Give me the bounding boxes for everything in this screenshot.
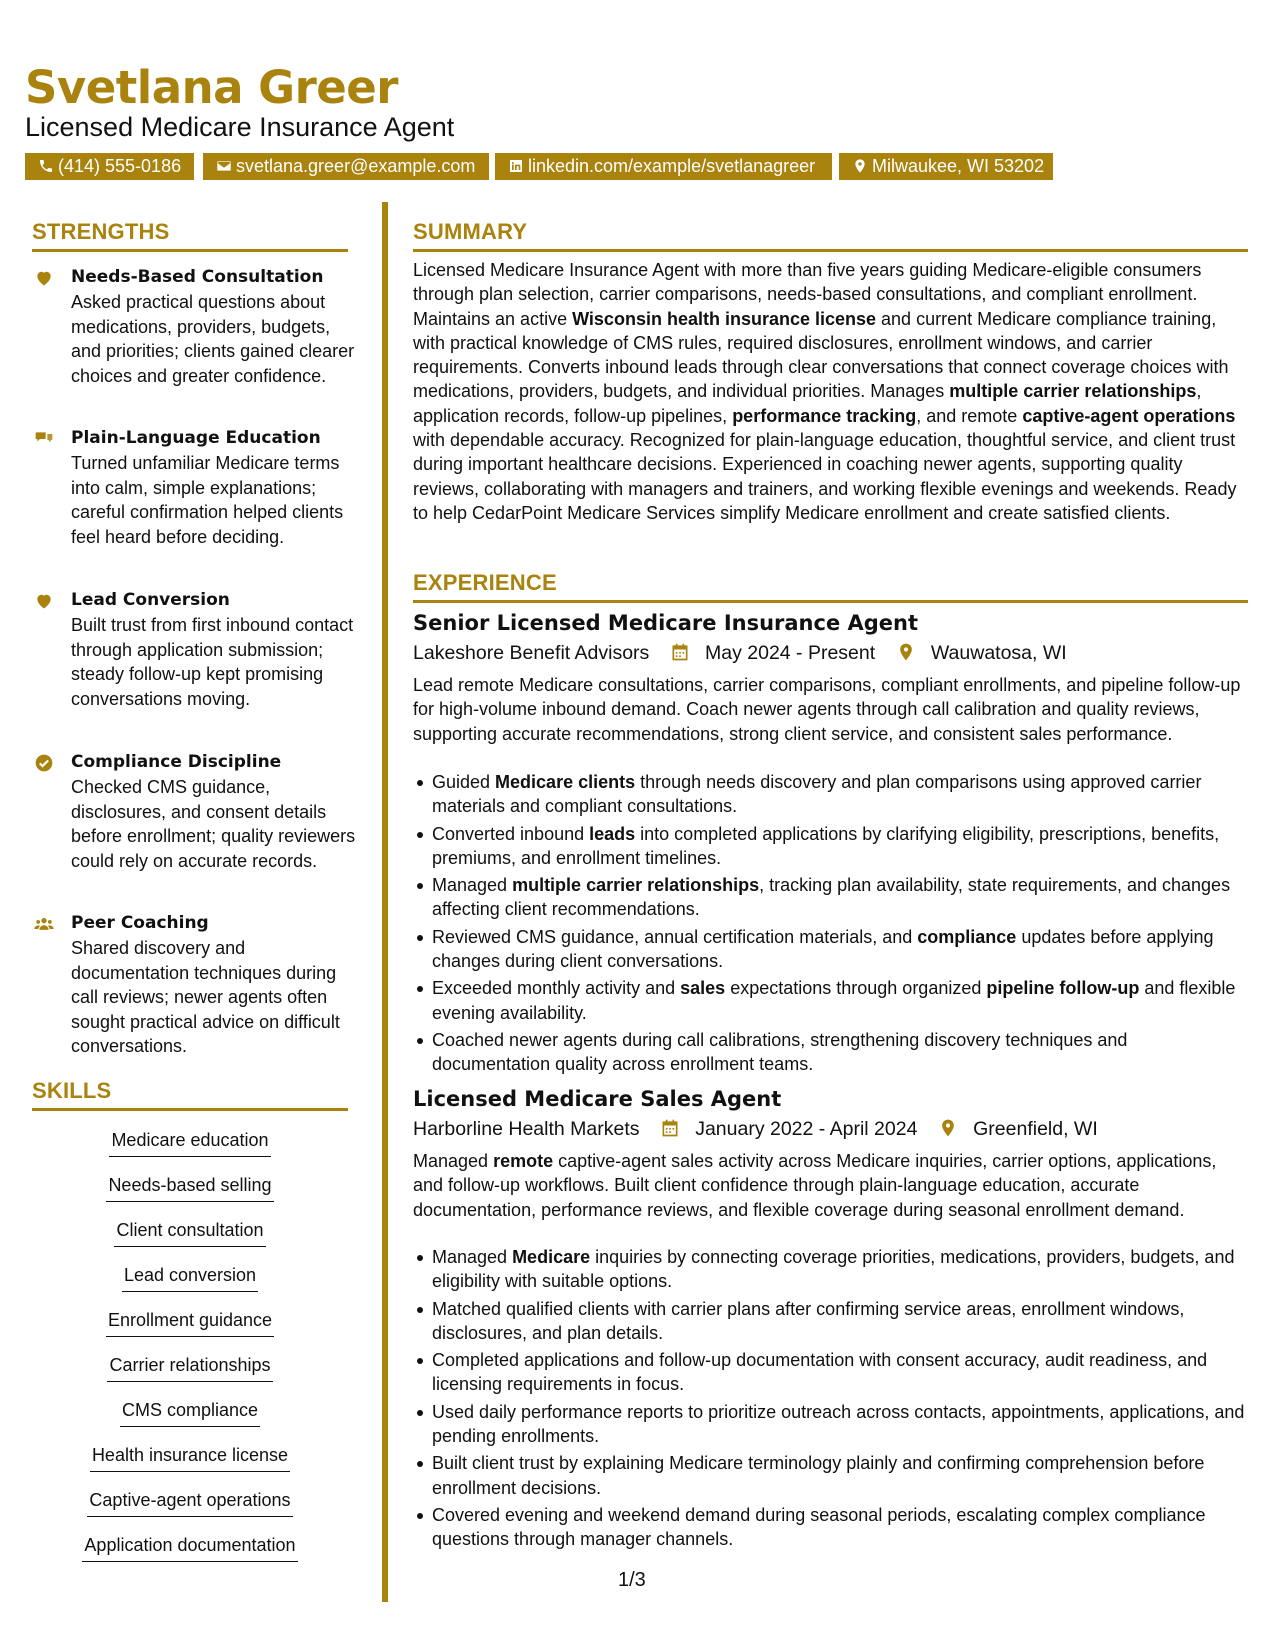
experience-rule [413,600,1248,603]
strength-desc: Built trust from first inbound contact through application submission; steady follow-up kept promising conversations moving. [71,615,354,709]
contact-linkedin-text: linkedin.com/example/svetlanagreer [528,156,816,176]
job-location: Wauwatosa, WI [930,642,1067,664]
skill-item: CMS compliance [32,1398,348,1428]
map-pin-icon [938,1118,958,1138]
skill-item: Client consultation [32,1218,348,1248]
skill-item: Medicare education [32,1128,348,1158]
job-title: Senior Licensed Medicare Insurance Agent [413,611,919,635]
job-bullets [413,770,1248,1080]
contact-linkedin[interactable] [495,153,832,180]
strength-desc: Shared discovery and documentation techniques during call reviews; newer agents often sought practical advice on difficult conversations. [71,938,340,1056]
linkedin-icon [508,158,524,174]
heart-icon [34,591,54,611]
candidate-name: Svetlana Greer [25,61,398,114]
strength-title: Plain-Language Education [71,428,321,448]
job-meta [413,1116,1098,1142]
bullet-item: Converted inbound leads into completed applications by clarifying eligibility, prescriptions, benefits, premiums, and enrollment timelines. [413,822,1248,871]
summary-heading: SUMMARY [413,219,528,244]
contact-phone[interactable] [25,153,194,180]
strength-desc: Turned unfamiliar Medicare terms into calm, simple explanations; careful confirmation helped clients feel heard before deciding. [71,453,344,547]
column-divider [382,202,388,1602]
calendar-icon [660,1118,680,1138]
skill-item: Application documentation [32,1533,348,1563]
map-pin-icon [896,642,916,662]
users-icon [34,914,54,934]
job-description: Managed remote captive-agent sales activity across Medicare inquiries, carrier options, applications, and follow-up workflows. Built client confidence through plain-language education, accurate documentation, performance reviews, and flexible coverage during seasonal enrollment demand. [413,1151,1217,1220]
page-number: 1/3 [618,1569,646,1591]
bullet-item: Exceeded monthly activity and sales expectations through organized pipeline follow-up and flexible evening availability. [413,976,1248,1025]
job-dates: January 2022 - April 2024 [695,1118,918,1140]
strength-desc: Asked practical questions about medications, providers, budgets, and priorities; clients gained clearer choices and greater confidence. [71,292,355,386]
strength-title: Peer Coaching [71,913,209,933]
contact-email[interactable] [203,153,489,180]
phone-icon [38,158,54,174]
skill-item: Carrier relationships [32,1353,348,1383]
job-company: Lakeshore Benefit Advisors [413,642,650,664]
strength-desc: Checked CMS guidance, disclosures, and consent details before enrollment; quality reviewers could rely on accurate records. [71,777,356,871]
bullet-item: Managed multiple carrier relationships, tracking plan availability, state requirements, and changes affecting client recommendations. [413,873,1248,922]
contact-location-text: Milwaukee, WI 53202 [872,156,1045,176]
comments-icon [34,429,54,449]
bullet-item: Covered evening and weekend demand during seasonal periods, escalating complex compliance questions through manager channels. [413,1503,1248,1552]
skill-item: Needs-based selling [32,1173,348,1203]
strength-title: Compliance Discipline [71,752,282,772]
contact-location[interactable] [839,153,1053,180]
check-circle-icon [34,753,54,773]
bullet-item: Guided Medicare clients through needs discovery and plan comparisons using approved carrier materials and compliant consultations. [413,770,1248,819]
job-description: Lead remote Medicare consultations, carrier comparisons, compliant enrollments, and pipeline follow-up for high-volume inbound demand. Coach newer agents through call calibration and quality reviews, supporting accurate recommendations, strong client service, and consistent sales performance. [413,675,1241,744]
candidate-headline: Licensed Medicare Insurance Agent [25,112,455,142]
summary-rule [413,249,1248,252]
job-title: Licensed Medicare Sales Agent [413,1087,782,1111]
job-bullets [413,1245,1248,1555]
contact-phone-text: (414) 555-0186 [58,156,182,176]
skill-item: Health insurance license [32,1443,348,1473]
experience-heading: EXPERIENCE [413,570,557,595]
contact-email-text: svetlana.greer@example.com [236,156,476,176]
skills-heading: SKILLS [32,1078,112,1103]
skill-item: Captive-agent operations [32,1488,348,1518]
bullet-item: Completed applications and follow-up documentation with consent accuracy, audit readiness, and licensing requirements in focus. [413,1348,1248,1397]
bullet-item: Built client trust by explaining Medicare terminology plainly and confirming comprehension before enrollment decisions. [413,1451,1248,1500]
calendar-icon [670,642,690,662]
heart-icon [34,268,54,288]
job-location: Greenfield, WI [973,1118,1098,1140]
skill-item: Enrollment guidance [32,1308,348,1338]
strengths-heading: STRENGTHS [32,219,170,244]
job-meta [413,640,1067,666]
strengths-rule [32,249,348,252]
bullet-item: Used daily performance reports to prioritize outreach across contacts, appointments, applications, and pending enrollments. [413,1400,1248,1449]
bullet-item: Matched qualified clients with carrier plans after confirming service areas, enrollment windows, disclosures, and plan details. [413,1297,1248,1346]
summary-text: Licensed Medicare Insurance Agent with more than five years guiding Medicare-eligible consumers through plan selection, carrier comparisons, needs-based consultations, and compliant enrollment. Maintains an active Wisconsin health insurance license and current Medicare compliance training, with practical knowledge of CMS rules, required disclosures, enrollment windows, and carrier requirements. Converts inbound leads through clear conversations that connect coverage choices with medications, providers, budgets, and individual priorities. Manages multiple carrier relationships, application records, follow-up pipelines, performance tracking, and remote captive-agent operations with dependable accuracy. Recognized for plain-language education, thoughtful service, and client trust during important healthcare decisions. Experienced in coaching newer agents, supporting quality reviews, collaborating with managers and trainers, and working flexible evenings and weekends. Ready to help CedarPoint Medicare Services simplify Medicare enrollment and create satisfied clients. [413,260,1237,523]
job-company: Harborline Health Markets [413,1118,640,1140]
skills-rule [32,1108,348,1111]
job-dates: May 2024 - Present [705,642,876,664]
bullet-item: Coached newer agents during call calibrations, strengthening discovery techniques and documentation quality across enrollment teams. [413,1028,1248,1077]
envelope-icon [216,158,232,174]
map-pin-icon [852,158,868,174]
bullet-item: Reviewed CMS guidance, annual certification materials, and compliance updates before applying changes during client conversations. [413,925,1248,974]
bullet-item: Managed Medicare inquiries by connecting coverage priorities, medications, providers, budgets, and eligibility with suitable options. [413,1245,1248,1294]
strength-title: Lead Conversion [71,590,230,610]
strength-title: Needs-Based Consultation [71,267,324,287]
skill-item: Lead conversion [32,1263,348,1293]
